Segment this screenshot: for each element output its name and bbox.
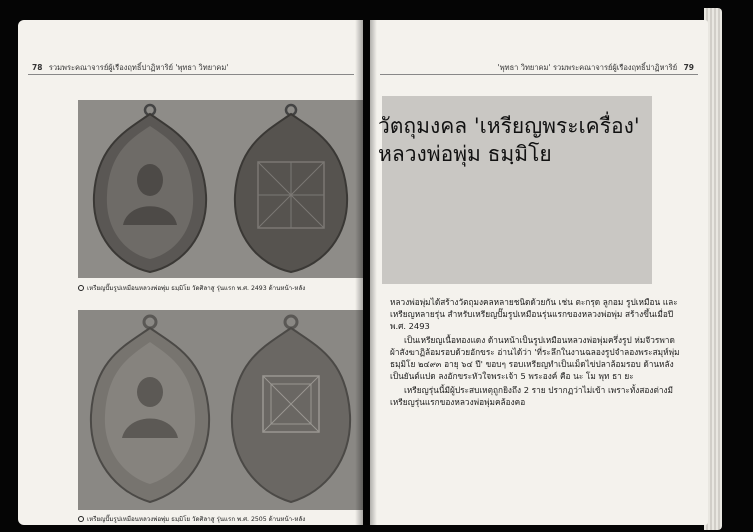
right-running-head: [498, 62, 698, 74]
left-running-head: [28, 62, 228, 74]
coin-photo-illustration-1: [78, 100, 363, 278]
chapter-title-line-1: วัตถุมงคล 'เหรียญพระเครื่อง': [378, 114, 640, 138]
caption-bottom: [78, 514, 363, 524]
chapter-title: [378, 112, 678, 168]
photo-coins-2: [78, 310, 363, 510]
right-page: [370, 20, 708, 525]
left-header-rule: [28, 74, 354, 75]
coin-photo-illustration-2: [78, 310, 363, 510]
paragraph-1: หลวงพ่อพุ่มได้สร้างวัตถุมงคลหลายชนิดด้วยกัน เช่น ตะกรุด ลูกอม รูปเหมือน และเหรียญหลายรุ่น สำหรับเหรียญปั๊มรูปเหมือนรุ่นแรกของหลวงพ่อพุ่ม สร้างขึ้นเมื่อปี พ.ศ. 2493: [390, 297, 678, 331]
left-page: [18, 20, 363, 525]
right-running-head-author: 'พุทธา วิทยาคม': [497, 63, 551, 72]
photo-coins-1: [78, 100, 363, 278]
book-gutter: [355, 20, 377, 525]
caption-top: [78, 283, 363, 293]
caption-top-text: เหรียญปั๊มรูปเหมือนหลวงพ่อพุ่ม ธมฺมิโย วัดศิลาสู รุ่นแรก พ.ศ. 2493 ด้านหน้า-หลัง: [87, 285, 306, 292]
paragraph-3: เหรียญรุ่นนี้มีผู้ประสบเหตุถูกยิงถึง 2 ราย ปรากฏว่าไม่เข้า เพราะทั้งสองต่างมีเหรียญรุ่นแรกของหลวงพ่อพุ่มคล้องคอ: [390, 385, 674, 407]
right-running-head-title: รวมพระคณาจารย์ผู้เรืองฤทธิ์ปาฏิหาริย์: [552, 63, 678, 72]
left-running-head-author: 'พุทธา วิทยาคม': [175, 63, 229, 72]
right-header-rule: [380, 74, 698, 75]
chapter-title-line-2: หลวงพ่อพุ่ม ธมฺมิโย: [378, 142, 552, 166]
caption-bullet-icon: [78, 516, 84, 522]
caption-bottom-text: เหรียญปั๊มรูปเหมือนหลวงพ่อพุ่ม ธมฺมิโย วัดศิลาสู รุ่นแรก พ.ศ. 2505 ด้านหน้า-หลัง: [87, 516, 306, 523]
paragraph-2: เป็นเหรียญเนื้อทองแดง ด้านหน้าเป็นรูปเหมือนหลวงพ่อพุ่มครึ่งรูป ห่มจีวรพาดผ้าสังฆาฏิล้อมรอบด้วยอักขระ อ่านได้ว่า 'ที่ระลึกในงานฉลองรูปจำลองพระสมุห์พุ่ม ธมฺมิโย ๒๔๙๓ อายุ ๖๔ ปี' ขอบๆ รอบเหรียญทำเป็นเม็ดไข่ปลาล้อมรอบ ด้านหลังเป็นยันต์แปด ลงอักขระหัวใจพระเจ้า 5 พระองค์ คือ นะ โม พุท ธา ยะ: [390, 335, 680, 381]
left-running-head-title: รวมพระคณาจารย์ผู้เรืองฤทธิ์ปาฏิหาริย์: [48, 63, 174, 72]
body-text: [390, 296, 680, 410]
right-page-number: 79: [683, 63, 694, 72]
left-page-number: 78: [32, 63, 43, 72]
caption-bullet-icon: [78, 285, 84, 291]
